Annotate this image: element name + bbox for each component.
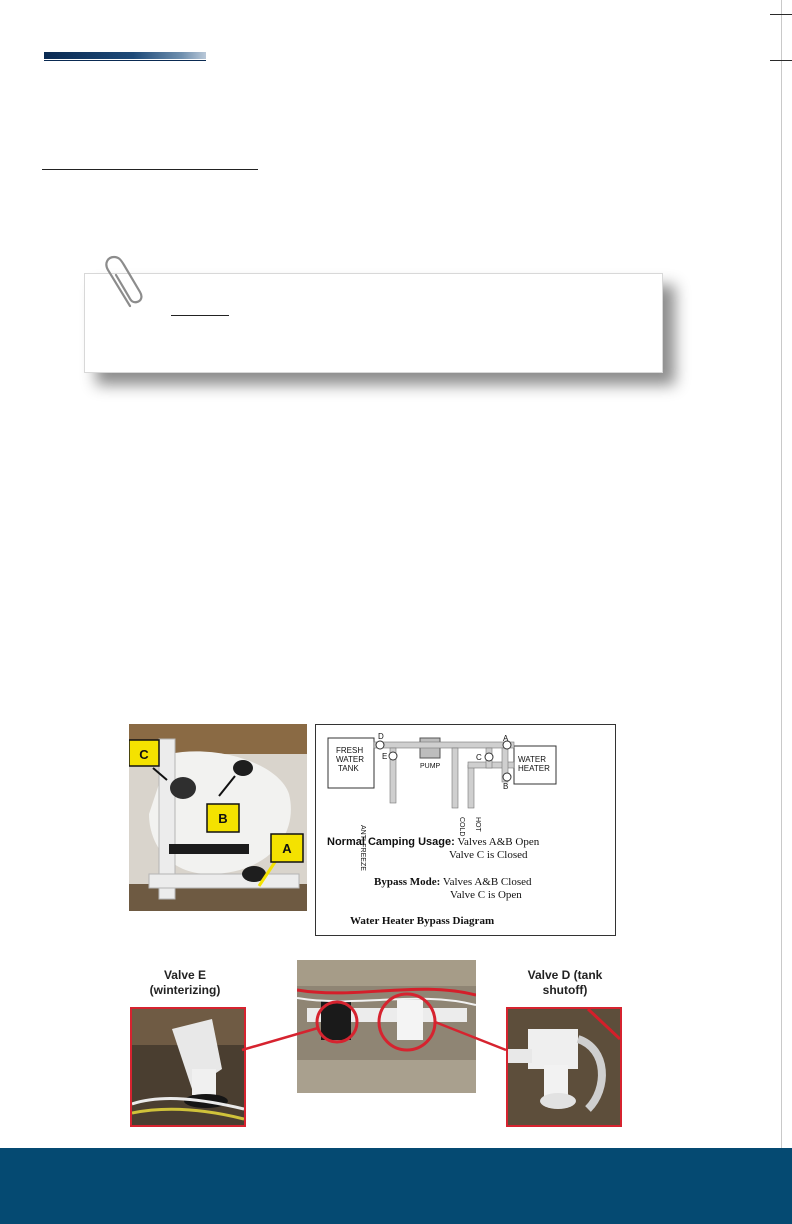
callout-valve-e-line-1: Valve E <box>163 968 207 982</box>
diagram-cold-label: COLD <box>458 817 465 837</box>
callout-valve-e-line-2: (winterizing) <box>149 983 221 997</box>
photo-label-b: B <box>218 811 228 826</box>
bypass-mode-valves-closed: Valves A&B Closed <box>442 876 532 888</box>
diagram-antifreeze-label: ANTI-FREEZE <box>359 825 366 871</box>
diagram-fresh-tank-label-3: TANK <box>338 764 359 773</box>
callout-valve-d-line-1: Valve D (tank <box>527 968 603 982</box>
diagram-hot-label: HOT <box>474 817 481 832</box>
diagram-fresh-tank-label-1: FRESH <box>336 746 364 755</box>
diagram-caption: Water Heater Bypass Diagram <box>350 915 495 927</box>
callout-valve-d-line-2: shutoff) <box>542 983 588 997</box>
photo-label-a: A <box>282 841 292 856</box>
diagram-valve-e: E <box>382 752 388 761</box>
bypass-mode-valve-c: Valve C is Open <box>450 889 522 901</box>
diagram-valve-b: B <box>503 782 509 791</box>
bypass-mode-heading: Bypass Mode: <box>374 876 441 888</box>
normal-usage-valve-c: Valve C is Closed <box>449 849 528 861</box>
normal-usage-heading: Normal Camping Usage: <box>327 836 455 848</box>
diagram-pump-label: PUMP <box>420 763 441 770</box>
diagram-fresh-tank-label-2: WATER <box>336 755 364 764</box>
diagram-valve-a: A <box>503 734 509 743</box>
diagram-water-heater-label-1: WATER <box>518 755 546 764</box>
normal-usage-valves-open: Valves A&B Open <box>457 836 540 848</box>
diagram-valve-d: D <box>378 732 384 741</box>
photo-label-c: C <box>139 747 149 762</box>
diagram-valve-c: C <box>476 753 482 762</box>
diagram-water-heater-label-2: HEATER <box>518 764 550 773</box>
footer-bar <box>0 1148 792 1224</box>
